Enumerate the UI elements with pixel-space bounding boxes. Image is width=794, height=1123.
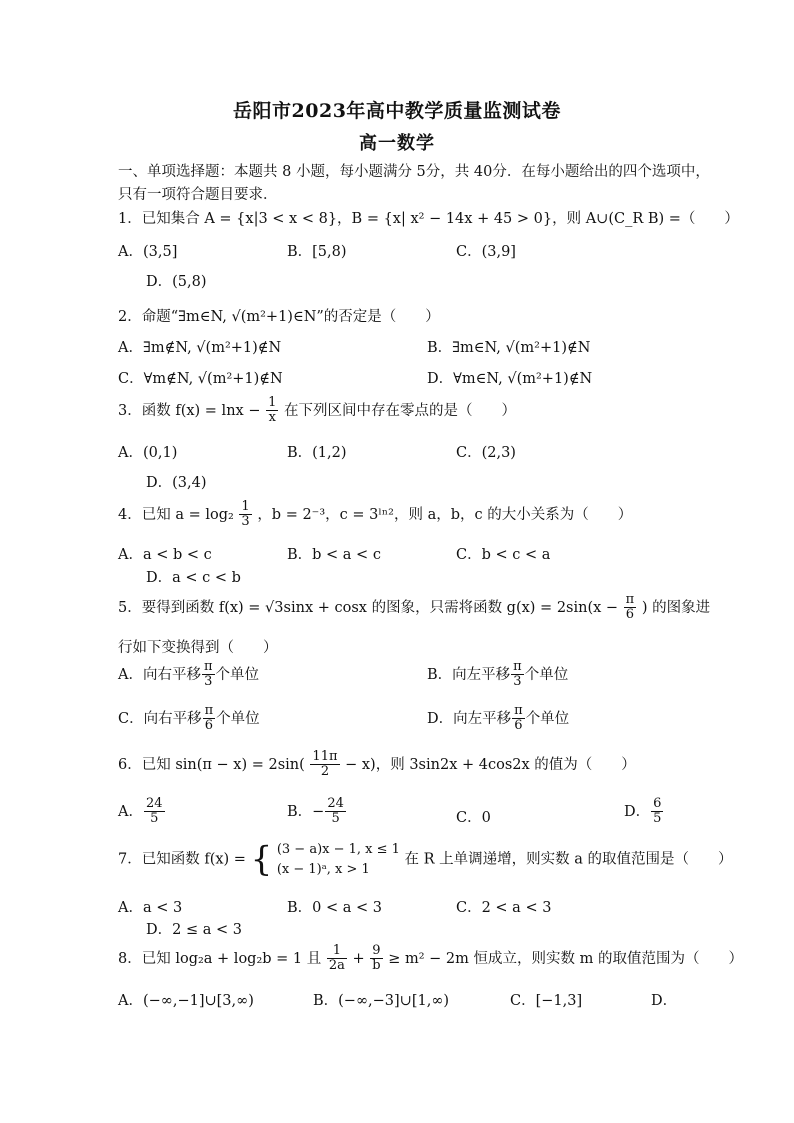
q2-stem: 2．命题“∃m∈N, √(m²+1)∈N”的否定是（ ） <box>118 309 440 325</box>
q7-stem-pre: 7．已知函数 f(x) = <box>118 851 246 868</box>
q6-stem-pre: 6．已知 sin(π − x) = 2sin( <box>118 756 305 773</box>
q5-option-b: B．向左平移 $\frac{\pi}{3}$ 个单位 <box>427 659 569 690</box>
q2-option-a: A．∃m∉N, √(m²+1)∉N <box>118 340 282 356</box>
q6-stem-post: − x)，则 3sin2x + 4cos2x 的值为（ ） <box>345 756 636 773</box>
q2-option-d: D．∀m∈N, √(m²+1)∉N <box>427 371 593 387</box>
q1-stem: 1．已知集合 A = {x|3 < x < 8}，B = {x| x² − 14x + 45 > 0}，则 A∪(C_R B) =（ ） <box>118 211 739 227</box>
q4-stem-pre: 4．已知 a = log₂ <box>118 506 234 523</box>
q4-fraction: $\frac{1}{3}$ <box>241 499 250 530</box>
exam-title: 岳阳市2023年高中教学质量监测试卷 <box>233 100 561 122</box>
q4-option-d: D．a < c < b <box>146 570 241 586</box>
q8-option-c: C．[−1,3] <box>510 993 583 1009</box>
q5-fraction: $\frac{\pi}{6}$ <box>625 592 635 623</box>
q5-option-a: A．向右平移 $\frac{\pi}{3}$ 个单位 <box>118 659 260 690</box>
q5-option-d: D．向左平移 $\frac{\pi}{6}$ 个单位 <box>427 703 570 734</box>
q6-option-d: D． $\frac{6}{5}$ <box>624 796 662 827</box>
q3-option-d: D．(3,4) <box>146 475 207 491</box>
section-instructions-line1: 一、单项选择题：本题共 8 小题，每小题满分 5分，共 40分．在每小题给出的四个选项中， <box>118 164 710 180</box>
q1-option-a: A．(3,5] <box>118 244 178 260</box>
q1-option-c: C．(3,9] <box>456 244 516 260</box>
q2-option-b: B．∃m∈N, √(m²+1)∉N <box>427 340 591 356</box>
q3-option-c: C．(2,3) <box>456 445 516 461</box>
q3-option-a: A．(0,1) <box>118 445 178 461</box>
q4-stem-post: ，b = 2⁻³，c = 3ˡⁿ²，则 a，b，c 的大小关系为（ ） <box>257 506 633 523</box>
q5-stem-line2: 行如下变换得到（ ） <box>118 640 278 656</box>
q2-option-c: C．∀m∉N, √(m²+1)∉N <box>118 371 283 387</box>
q4-stem <box>118 500 632 530</box>
q6-option-c: C．0 <box>456 810 491 826</box>
q7-piecewise: (3 − a)x − 1, x ≤ 1 (x − 1)ᵃ, x > 1 <box>276 842 400 877</box>
q1-option-d: D．(5,8) <box>146 274 207 290</box>
q4-option-b: B．b < a < c <box>287 547 381 563</box>
q5-stem <box>118 593 710 623</box>
q7-stem-post: 在 R 上单调递增，则实数 a 的取值范围是（ ） <box>404 851 733 868</box>
q8-option-d: D． <box>651 993 678 1009</box>
q8-stem: 8．已知 log₂a + log₂b = 1 且 $\frac{1}{2a}$ + $\frac{9}{b}$ ≥ m² − 2m 恒成立，则实数 m 的取值范围为（ ） <box>118 943 743 974</box>
q8-stem-pre: 8．已知 log₂a + log₂b = 1 且 <box>118 950 322 967</box>
q7-option-b: B．0 < a < 3 <box>287 900 382 916</box>
q7-option-a: A．a < 3 <box>118 900 183 916</box>
q8-option-a: A．(−∞,−1]∪[3,∞) <box>118 993 254 1009</box>
section-instructions-line2: 只有一项符合题目要求． <box>118 187 278 203</box>
q7-option-d: D．2 ≤ a < 3 <box>146 922 242 938</box>
q8-fraction-1: $\frac{1}{2a}$ <box>328 943 345 974</box>
q3-stem-post: 在下列区间中存在零点的是（ ） <box>283 402 516 419</box>
q4-option-c: C．b < c < a <box>456 547 551 563</box>
q7-option-c: C．2 < a < 3 <box>456 900 552 916</box>
q8-option-b: B．(−∞,−3]∪[1,∞) <box>313 993 450 1009</box>
q3-fraction: $\frac{1}{x}$ <box>268 395 277 426</box>
q1-option-b: B．[5,8) <box>287 244 347 260</box>
q8-fraction-2: $\frac{9}{b}$ <box>372 943 381 974</box>
q3-stem-pre: 3．函数 f(x) = lnx − <box>118 402 261 419</box>
q5-stem-post: ) 的图象进 <box>641 599 711 616</box>
q8-stem-post: ≥ m² − 2m 恒成立，则实数 m 的取值范围为（ ） <box>388 950 743 967</box>
q4-option-a: A．a < b < c <box>118 547 212 563</box>
q5-option-c: C．向右平移 $\frac{\pi}{6}$ 个单位 <box>118 703 260 734</box>
exam-subtitle: 高一数学 <box>359 133 435 154</box>
q3-option-b: B．(1,2) <box>287 445 347 461</box>
q6-option-a: A． $\frac{24}{5}$ <box>118 796 163 827</box>
q7-stem <box>118 840 733 879</box>
q5-stem-pre: 5．要得到函数 f(x) = √3sinx + cosx 的图象，只需将函数 g(x) = 2sin(x − <box>118 599 619 616</box>
q6-option-b: B．− $\frac{24}{5}$ <box>287 796 344 827</box>
q6-fraction: $\frac{11\pi}{2}$ <box>312 749 338 780</box>
q3-stem <box>118 396 516 426</box>
q6-stem <box>118 750 636 780</box>
piecewise-brace: { <box>250 839 273 880</box>
